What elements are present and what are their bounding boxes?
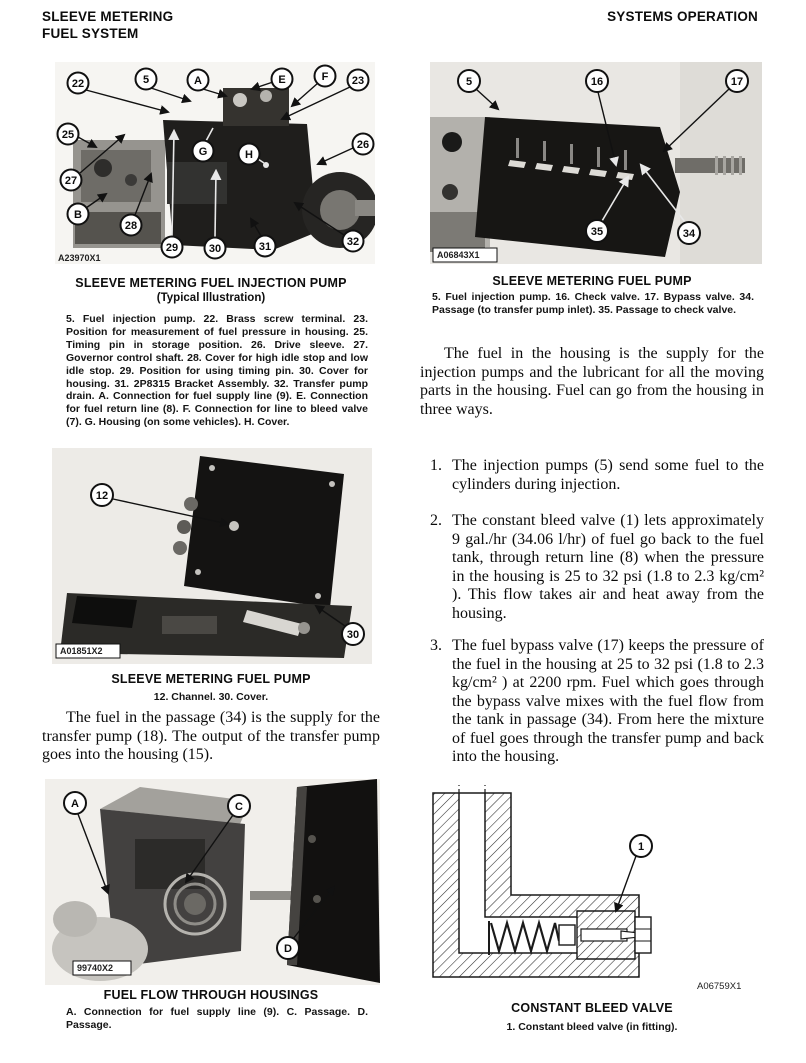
fuel-flow-photo-art (45, 779, 380, 985)
caption-injection-pump-subtitle: (Typical Illustration) (156, 292, 266, 304)
svg-text:31: 31 (258, 241, 272, 253)
svg-text:A: A (71, 798, 79, 810)
paragraph-housing-supply: The fuel in the housing is the supply for the injection pumps and the lubricant for all the moving parts in the housing. Fuel can go from the housing in three ways. (420, 345, 764, 418)
caption-fuel-flow: FUEL FLOW THROUGH HOUSINGS (103, 988, 319, 1002)
svg-text:30: 30 (346, 629, 360, 641)
svg-text:F: F (321, 71, 329, 83)
fuel-pump-right-image (430, 62, 762, 264)
spring (491, 923, 559, 951)
caption-fuel-pump-left: SLEEVE METERING FUEL PUMP (111, 672, 311, 686)
svg-text:A: A (194, 75, 202, 87)
list-item-2-text: The constant bleed valve (1) lets approximately 9 gal./hr (34.06 l/hr) of fuel go back to the fuel tank, through return line (8) when the pressure in the housing is 25 to 32 psi (1.8 to 2.3 kg/cm² ). This flow takes air and heat away from the housing. (452, 512, 764, 622)
header-left-line1: SLEEVE METERING (42, 9, 174, 24)
svg-text:29: 29 (165, 242, 179, 254)
fuel-flow-image (45, 779, 380, 985)
svg-text:26: 26 (356, 139, 370, 151)
fuel-pump-left-image (52, 448, 372, 664)
paragraph-transfer-pump: The fuel in the passage (34) is the supply for the transfer pump (18). The output of the transfer pump goes into the housing (15). (42, 709, 380, 763)
svg-text:22: 22 (71, 78, 85, 90)
list-item-1-text: The injection pumps (5) send some fuel to the cylinders during injection. (452, 457, 764, 493)
header-left (42, 8, 173, 42)
fuel-pump-left-photo-art (52, 448, 372, 664)
svg-text:1: 1 (637, 841, 645, 853)
svg-text:D: D (284, 943, 292, 955)
figure-id-fuel-flow: 99740X2 (77, 963, 114, 973)
bleed-valve-drawing (425, 783, 805, 998)
svg-text:G: G (198, 146, 208, 158)
injection-pump-image (55, 62, 375, 264)
svg-text:5: 5 (465, 76, 473, 88)
list-item-2-number: 2. (430, 512, 442, 529)
figure-fuel-pump-left (52, 448, 372, 664)
svg-text:16: 16 (590, 76, 604, 88)
header-left-line2: FUEL SYSTEM (42, 26, 139, 41)
svg-text:E: E (278, 74, 286, 86)
caption-injection-pump: SLEEVE METERING FUEL INJECTION PUMP (75, 276, 347, 290)
figure-fuel-pump-right (430, 62, 762, 264)
list-item-2 (430, 512, 764, 623)
figure-id-injection-pump: A23970X1 (58, 253, 101, 263)
header-right: SYSTEMS OPERATION (607, 9, 758, 24)
figure-id-fuel-pump-left: A01851X2 (60, 646, 103, 656)
list-item-1-number: 1. (430, 457, 442, 474)
list-item-3 (430, 637, 764, 767)
figure-fuel-flow (45, 779, 380, 985)
figure-id-bleed-valve: A06759X1 (697, 981, 742, 992)
legend-bleed-valve: 1. Constant bleed valve (in fitting). (506, 1021, 678, 1033)
svg-text:30: 30 (208, 243, 222, 255)
legend-fuel-pump-left: 12. Channel. 30. Cover. (153, 691, 269, 703)
svg-text:23: 23 (351, 75, 365, 87)
figure-bleed-valve (425, 783, 805, 998)
svg-text:12: 12 (95, 490, 109, 502)
legend-fuel-pump-right: 5. Fuel injection pump. 16. Check valve. 17. Bypass valve. 34. Passage (to transfer pump inlet). 35. Passage to check valve. (432, 291, 754, 316)
list-item-1 (430, 457, 764, 494)
svg-text:35: 35 (590, 226, 604, 238)
svg-text:H: H (245, 149, 253, 161)
figure-injection-pump (55, 62, 375, 264)
svg-text:34: 34 (682, 228, 696, 240)
caption-fuel-pump-right: SLEEVE METERING FUEL PUMP (492, 274, 692, 288)
svg-text:5: 5 (142, 74, 150, 86)
bleed-valve-art (433, 785, 651, 977)
svg-text:C: C (235, 801, 243, 813)
legend-fuel-flow: A. Connection for fuel supply line (9). C. Passage. D. Passage. (66, 1006, 368, 1031)
svg-text:17: 17 (730, 76, 744, 88)
svg-text:28: 28 (124, 220, 138, 232)
caption-bleed-valve: CONSTANT BLEED VALVE (511, 1001, 673, 1015)
legend-injection-pump: 5. Fuel injection pump. 22. Brass screw terminal. 23. Position for measurement of fuel pressure in housing. 25. Timing pin in storage position. 26. Drive sleeve. 27. Governor control shaft. 28. Cover for high idle stop and low idle stop. 29. Position for using timing pin. 30. Cover for housing. 31. 2P8315 Bracket Assembly. 32. Transfer pump drain. A. Connection for fuel supply line (9). E. Connection for fuel return line (8). F. Connection for line to bleed valve (7). G. Housing (on some vehicles). H. Cover. (66, 313, 368, 429)
svg-text:25: 25 (61, 129, 75, 141)
svg-text:32: 32 (346, 236, 360, 248)
list-item-3-number: 3. (430, 637, 442, 654)
list-item-3-text: The fuel bypass valve (17) keeps the pressure of the fuel in the housing at 25 to 32 psi (1.8 to 2.3 kg/cm² ) at 2200 rpm. Fuel which goes through the bypass valve mixes with the fuel flow from the tank in passage (34). From here the mixture of fuel goes through the transfer pump and back into the housing. (452, 637, 764, 765)
svg-text:27: 27 (64, 175, 78, 187)
svg-text:B: B (74, 209, 82, 221)
figure-id-fuel-pump-right: A06843X1 (437, 250, 480, 260)
